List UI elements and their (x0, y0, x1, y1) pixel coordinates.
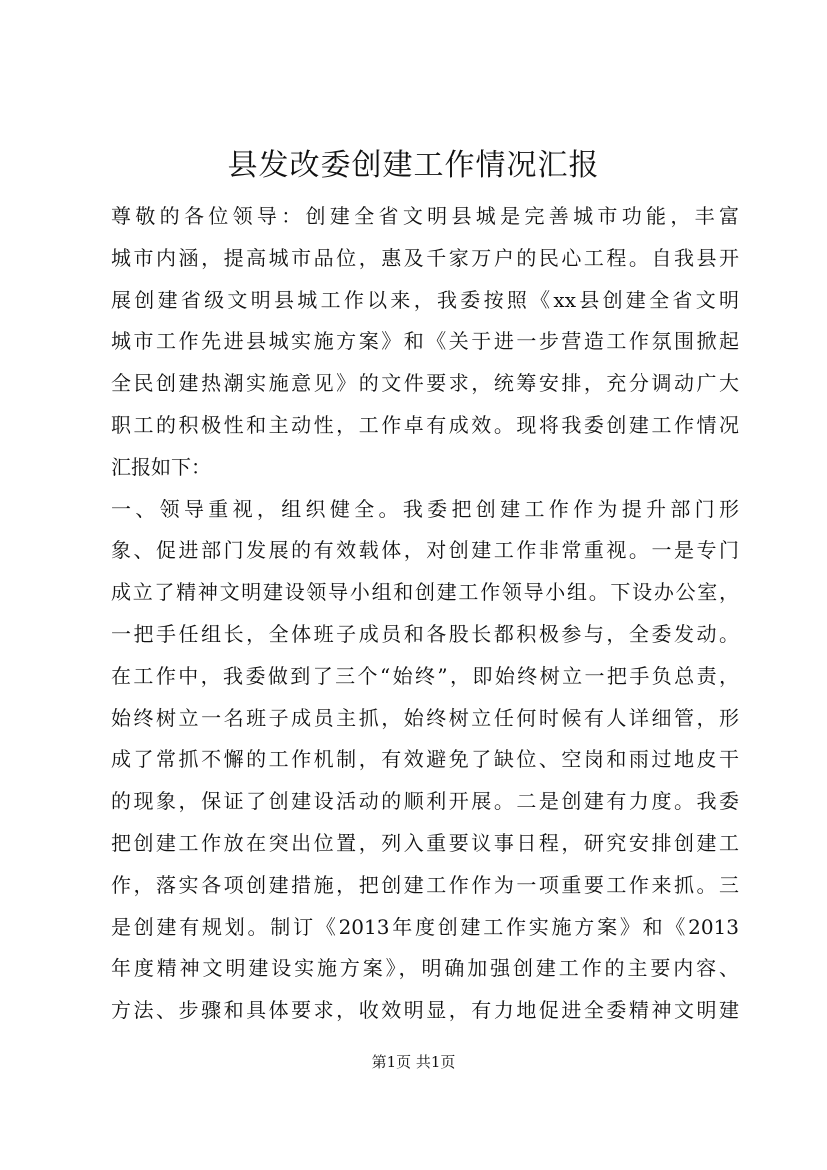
body-line: 职工的积极性和主动性，工作卓有成效。现将我委创建工作情况 (111, 412, 739, 437)
body-line: 城市工作先进县城实施方案》和《关于进一步营造工作氛围掀起 (111, 329, 739, 354)
body-line: 象、促进部门发展的有效载体，对创建工作非常重视。一是专门 (111, 538, 739, 563)
body-line: 的现象，保证了创建设活动的顺利开展。二是创建有力度。我委 (111, 789, 739, 814)
body-line: 一、领导重视，组织健全。我委把创建工作作为提升部门形 (111, 496, 739, 521)
body-line: 尊敬的各位领导：创建全省文明县城是完善城市功能，丰富 (111, 204, 739, 228)
body-line: 汇报如下： (111, 454, 211, 479)
document-body (111, 196, 739, 1032)
body-line: 一把手任组长，全体班子成员和各股长都积极参与，全委发动。 (111, 621, 739, 646)
body-line: 始终树立一名班子成员主抓，始终树立任何时候有人详细管，形 (111, 705, 739, 730)
body-line: 全民创建热潮实施意见》的文件要求，统筹安排，充分调动广大 (111, 371, 739, 396)
body-line: 成立了精神文明建设领导小组和创建工作领导小组。下设办公室， (111, 580, 739, 605)
body-line: 作，落实各项创建措施，把创建工作作为一项重要工作来抓。三 (111, 872, 739, 897)
document-title: 县发改委创建工作情况汇报 (227, 148, 600, 183)
body-line: 在工作中，我委做到了三个“始终”，即始终树立一把手负总责， (111, 663, 739, 688)
body-line: 方法、步骤和具体要求，收效明显，有力地促进全委精神文明建 (111, 998, 739, 1023)
page-number-footer: 第1页 共1页 (371, 1053, 456, 1071)
body-line: 城市内涵，提高城市品位，惠及千家万户的民心工程。自我县开 (111, 245, 739, 270)
body-line: 成了常抓不懈的工作机制，有效避免了缺位、空岗和雨过地皮干 (111, 747, 739, 772)
body-line: 把创建工作放在突出位置，列入重要议事日程，研究安排创建工 (111, 830, 739, 855)
body-line: 是创建有规划。制订《2013年度创建工作实施方案》和《2013 (111, 914, 739, 939)
body-line: 展创建省级文明县城工作以来，我委按照《xx县创建全省文明 (111, 287, 739, 312)
body-line: 年度精神文明建设实施方案》，明确加强创建工作的主要内容、 (111, 956, 739, 981)
